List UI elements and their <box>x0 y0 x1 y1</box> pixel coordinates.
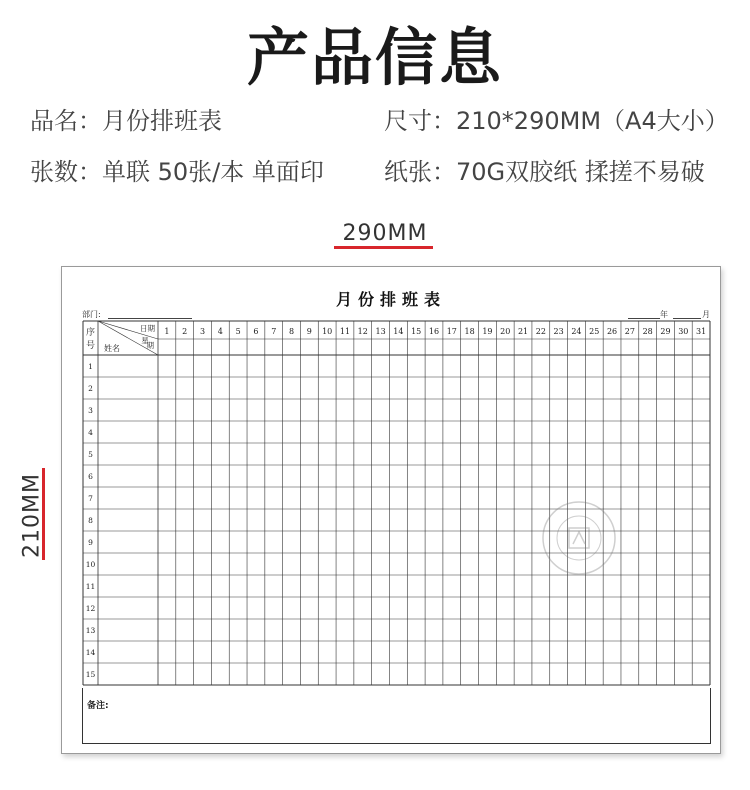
day-number-label: 8 <box>289 327 295 336</box>
form-title: 月份排班表 <box>335 290 446 309</box>
row-number-label: 10 <box>85 560 96 569</box>
sheets-text: 张数：单联 50张/本 单面印 <box>30 158 324 186</box>
day-number-label: 30 <box>678 327 689 336</box>
day-number-label: 31 <box>696 327 707 336</box>
product-name-text: 品名：月份排班表 <box>30 107 222 135</box>
paper-text: 纸张：70G双胶纸 揉搓不易破 <box>384 158 705 186</box>
weekday-header-label: 星 <box>141 336 149 345</box>
day-number-label: 7 <box>271 327 277 336</box>
row-number-label: 9 <box>88 538 93 547</box>
month-fill-line <box>673 318 701 319</box>
notes-label: 备注: <box>87 701 109 711</box>
row-number-label: 8 <box>88 516 93 525</box>
day-number-label: 23 <box>553 327 564 336</box>
row-number-label: 7 <box>88 494 93 503</box>
row-number-label: 6 <box>88 472 93 481</box>
size-text: 尺寸：210*290MM（A4大小） <box>384 107 729 135</box>
weekday-header-label: 期 <box>146 341 154 350</box>
day-number-label: 3 <box>199 327 206 336</box>
day-number-label: 4 <box>217 327 223 336</box>
year-fill-line <box>628 318 660 319</box>
day-number-label: 11 <box>339 327 351 336</box>
index-header-label: 号 <box>85 341 96 351</box>
date-header-label: 日期 <box>140 324 155 333</box>
width-dimension-underline <box>334 246 433 249</box>
row-number-label: 13 <box>85 626 96 635</box>
day-number-label: 28 <box>642 327 653 336</box>
page-title: 产品信息 <box>246 21 503 94</box>
row-number-label: 14 <box>85 648 96 657</box>
watermark-seal-icon <box>541 500 617 576</box>
row-number-label: 11 <box>85 582 96 591</box>
height-dimension-label: 210MM <box>19 473 45 558</box>
day-number-label: 21 <box>517 327 529 336</box>
day-number-label: 2 <box>182 327 188 336</box>
dept-label: 部门: <box>82 310 101 319</box>
row-number-label: 4 <box>88 428 93 437</box>
index-header-label: 序 <box>85 328 96 338</box>
day-number-label: 10 <box>322 327 333 336</box>
row-number-label: 12 <box>85 604 96 613</box>
day-number-label: 19 <box>482 327 493 336</box>
row-number-label: 2 <box>88 384 93 393</box>
day-number-label: 1 <box>164 327 170 336</box>
day-number-label: 14 <box>393 327 404 336</box>
day-number-label: 5 <box>235 327 241 336</box>
day-number-label: 22 <box>535 327 546 336</box>
day-number-label: 17 <box>446 327 457 336</box>
day-number-label: 24 <box>571 327 582 336</box>
row-number-label: 1 <box>88 362 93 371</box>
width-dimension-label: 290MM <box>342 221 428 246</box>
year-label: 年 <box>660 310 668 319</box>
schedule-form-sheet <box>61 266 721 754</box>
notes-box <box>82 688 711 744</box>
day-number-label: 15 <box>411 327 422 336</box>
day-number-label: 27 <box>624 327 635 336</box>
day-number-label: 6 <box>253 327 259 336</box>
day-number-label: 9 <box>306 327 312 336</box>
day-number-label: 20 <box>500 327 511 336</box>
month-label: 月 <box>702 310 710 319</box>
day-number-label: 12 <box>357 327 368 336</box>
row-number-label: 3 <box>88 406 93 415</box>
day-number-label: 16 <box>428 327 440 336</box>
day-number-label: 25 <box>589 327 600 336</box>
day-number-label: 29 <box>660 327 671 336</box>
day-number-label: 13 <box>375 327 386 336</box>
day-number-label: 26 <box>606 327 618 336</box>
row-number-label: 5 <box>88 450 93 459</box>
day-number-label: 18 <box>464 327 475 336</box>
row-number-label: 15 <box>85 670 96 679</box>
dept-fill-line <box>108 318 192 319</box>
name-header-label: 姓名 <box>104 344 120 353</box>
